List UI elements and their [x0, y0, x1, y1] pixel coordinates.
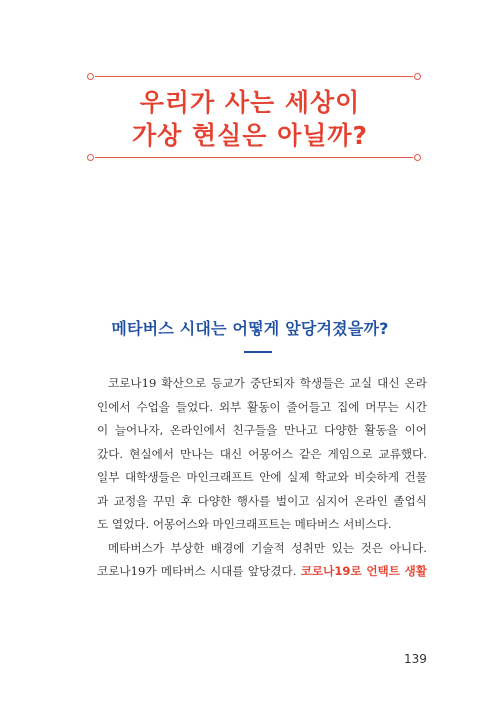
section-heading: 메타버스 시대는 어떻게 앞당겨졌을까?: [111, 319, 389, 338]
section-heading-underline: [244, 351, 272, 353]
paragraph-line: 갔다. 현실에서 만나는 대신 어몽어스 같은 게임으로 교류했다.: [97, 446, 427, 461]
title-top-rule: [95, 76, 413, 77]
paragraph-line: 코로나19 확산으로 등교가 중단되자 학생들은 교실 대신 온라: [108, 376, 427, 390]
paragraph-line: 인에서 수업을 들었다. 외부 활동이 줄어들고 집에 머무는 시간: [97, 399, 427, 414]
paragraph-line: 과 교정을 꾸민 후 다양한 행사를 벌이고 심지어 온라인 졸업식: [97, 493, 427, 508]
paragraph-line: [97, 560, 427, 584]
page-number: 139: [404, 652, 427, 666]
title-bottom-rule: [95, 157, 413, 158]
highlighted-phrase: 코로나19로 언택트 생활: [300, 564, 427, 578]
chapter-title-line-2: 가상 현실은 아닐까?: [131, 121, 369, 150]
paragraph-line: 메타버스가 부상한 배경에 기술적 성취만 있는 것은 아니다.: [108, 540, 427, 555]
paragraph-line: 일부 대학생들은 마인크래프트 안에 실제 학교와 비슷하게 건물: [97, 470, 427, 484]
rule-dot-right-icon: [414, 154, 421, 161]
paragraph-line: 도 열었다. 어몽어스와 마인크래프트는 메타버스 서비스다.: [97, 517, 392, 531]
rule-dot-left-icon: [87, 73, 94, 80]
chapter-title-line-1: 우리가 사는 세상이: [139, 88, 361, 117]
paragraph-line: 이 늘어나자, 온라인에서 친구들을 만나고 다양한 활동을 이어: [97, 423, 427, 437]
body-text: [97, 372, 427, 584]
paragraph-text: 코로나19가 메타버스 시대를 앞당겼다.: [97, 564, 301, 578]
rule-dot-right-icon: [414, 73, 421, 80]
chapter-title: [0, 86, 500, 152]
rule-dot-left-icon: [87, 154, 94, 161]
